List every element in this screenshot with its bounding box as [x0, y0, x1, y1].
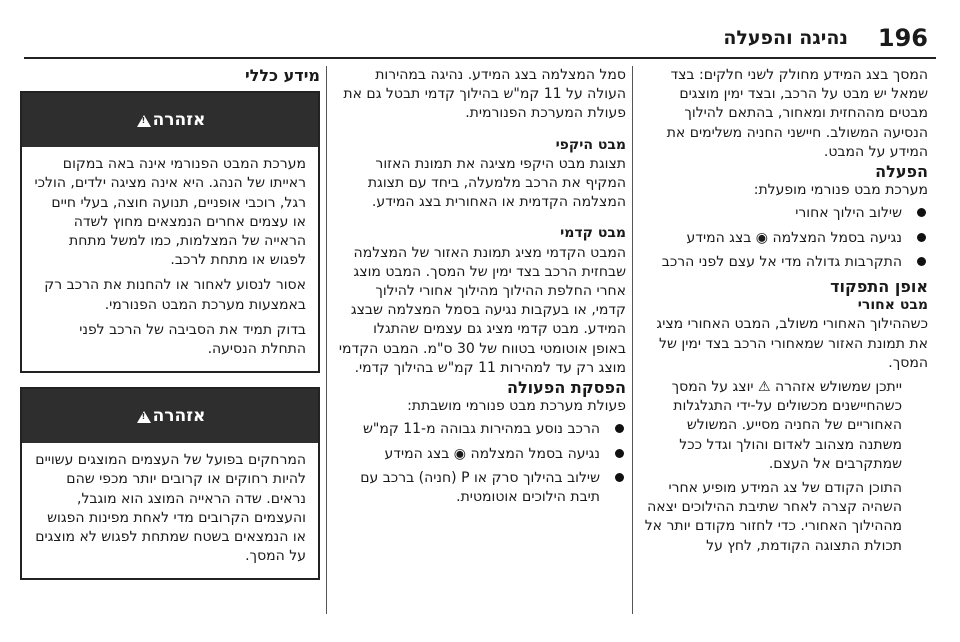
- general-info-heading: מידע כללי: [244, 66, 320, 85]
- bullet-icon: [917, 208, 926, 217]
- warning-box: [20, 387, 320, 580]
- rear-view-heading: מבט אחורי: [857, 297, 928, 314]
- list-item: נגיעה בסמל המצלמה ◉ בצג המידע: [337, 445, 626, 464]
- deactivation-intro: פעולת מערכת מבט פנורמי מושבתת:: [407, 398, 626, 415]
- page-header: [0, 0, 960, 58]
- rear-view-text: כשההילוך האחורי משולב, המבט האחורי מציג את תמונת האזור שמאחורי הרכב בצד ימין של המסך.: [656, 316, 928, 371]
- warning-paragraph: מערכת המבט הפנורמי אינה באה במקום ראייתו של הנהג. היא אינה מציגה ילדים, הולכי רגל, רוכבי אופניים, תנועה חוצה, בעלי חיים או עצמים אחרים הנמצאים מחוץ לשדה הראייה של המצלמות, כמו למשל מתחת לפגוש או מתחת לרכב.: [34, 156, 306, 269]
- column-left: [20, 66, 320, 580]
- bullet-icon: [917, 233, 926, 242]
- intro-paragraph: המסך בצג המידע מחולק לשני חלקים: בצד שמאל יש מבט על הרכב, ובצד ימין מוצגים מבטים מההחזית ומאחור, בהתאם להילוך הנסיעה המשולב. חיישני החניה משלימים את המידע על המבט.: [666, 67, 928, 160]
- side-view-heading: מבט היקפי: [555, 136, 626, 153]
- list-item: הרכב נוסע במהירות גבוהה מ-11 קמ"ש: [337, 420, 626, 439]
- column-divider-right: [632, 66, 633, 614]
- front-view-text: המבט הקדמי מציג תמונת האזור של המצלמה שבחזית הרכב בצד ימין של המסך. המבט מוצג אחרי החלפת ההילוך מהילוך אחורי להילוך קדמי, או בעקבות נגיעה בסמל המצלמה שבצג המידע. מבט קדמי מציג גם עצמים שהתגלו באופן אוטומטי בטווח של 30 ס"מ. המבט הקדמי מוצג רק עד למהירות 11 קמ"ש בהילוך קדמי.: [338, 244, 626, 376]
- warning-body: [22, 147, 318, 371]
- warning-triangle-icon: [137, 411, 151, 423]
- list-item: התקרבות גדולה מדי אל עצם לפני הרכב: [644, 253, 928, 272]
- warning-body: [22, 443, 318, 578]
- middle-intro: סמל המצלמה בצג המידע. נהיגה במהירות העולה על 11 קמ"ש בהילוך קדמי תבטל גם את פעולת המערכת הפנורמית.: [343, 67, 626, 122]
- bullet-icon: [615, 449, 624, 458]
- bullet-icon: [917, 257, 926, 266]
- deactivation-list: [337, 420, 626, 507]
- warning-paragraph: המרחקים בפועל של העצמים המוצגים עשויים להיות רחוקים או קרובים יותר מכפי שהם נראים. שדה הראייה המוצג הוא מוגבל, והעצמים הקרובים מדי לאחת מפינות הפגוש או הנמצאים בשטח שמתחת לפגוש לא מוצגים על המסך.: [35, 452, 306, 565]
- column-right: [644, 66, 928, 556]
- list-item: שילוב הילוך אחורי: [644, 204, 928, 223]
- column-divider-left: [326, 66, 327, 614]
- warning-triangle-icon: [137, 115, 151, 127]
- deactivation-heading: הפסקת הפעולה: [506, 378, 626, 398]
- bullet-icon: [615, 424, 624, 433]
- warning-title-bar: [22, 389, 318, 443]
- section-title: נהיגה והפעלה: [723, 27, 848, 49]
- bullet-icon: [615, 473, 624, 482]
- page-number: 196: [877, 24, 928, 52]
- activation-heading: הפעלה: [875, 162, 928, 182]
- rear-after-text: התוכן הקודם של צג המידע מופיע אחרי השהיה קצרה לאחר שתיבת ההילוכים יצאה מההילוך האחורי. כדי לחזור מקודם יותר אל תכולת התצוגה הקודמת, לחץ על: [644, 480, 902, 554]
- warning-paragraph: בדוק תמיד את הסביבה של הרכב לפני התחלת הנסיעה.: [79, 321, 306, 358]
- activation-intro: מערכת מבט פנורמי מופעלת:: [753, 182, 928, 199]
- side-view-text: תצוגת מבט היקפי מציגה את תמונת האזור המקיף את הרכב מלמעלה, ביחד עם תצוגת המצלמה הקדמית או האחורית בצג המידע.: [367, 155, 626, 211]
- header-rule: [24, 57, 936, 59]
- list-item: נגיעה בסמל המצלמה ◉ בצג המידע: [644, 229, 928, 248]
- rear-warning-text: ייתכן שמשולש אזהרה ⚠ יוצג על המסך כשהחיישנים מכשולים על-ידי התגלגלות האחוריים של החניה מסייע. המשולש משתנה מצהוב לאדום והולך וגדל ככל שמתקרבים אל העצם.: [671, 379, 902, 472]
- warning-paragraph: אסור לנסוע לאחור או להחנות את הרכב רק באמצעות מערכת המבט הפנורמי.: [44, 277, 306, 313]
- modes-heading: אופן התפקוד: [830, 277, 928, 297]
- activation-list: [644, 204, 928, 272]
- warning-title-bar: [22, 93, 318, 147]
- column-middle: [337, 66, 626, 512]
- front-view-heading: מבט קדמי: [560, 225, 626, 242]
- warning-box: [20, 91, 320, 373]
- warning-title: אזהרה: [152, 110, 206, 131]
- warning-title: אזהרה: [152, 406, 206, 427]
- list-item: שילוב בהילוך סרק או P (חניה) ברכב עם תיבת הילוכים אוטומטית.: [337, 469, 626, 507]
